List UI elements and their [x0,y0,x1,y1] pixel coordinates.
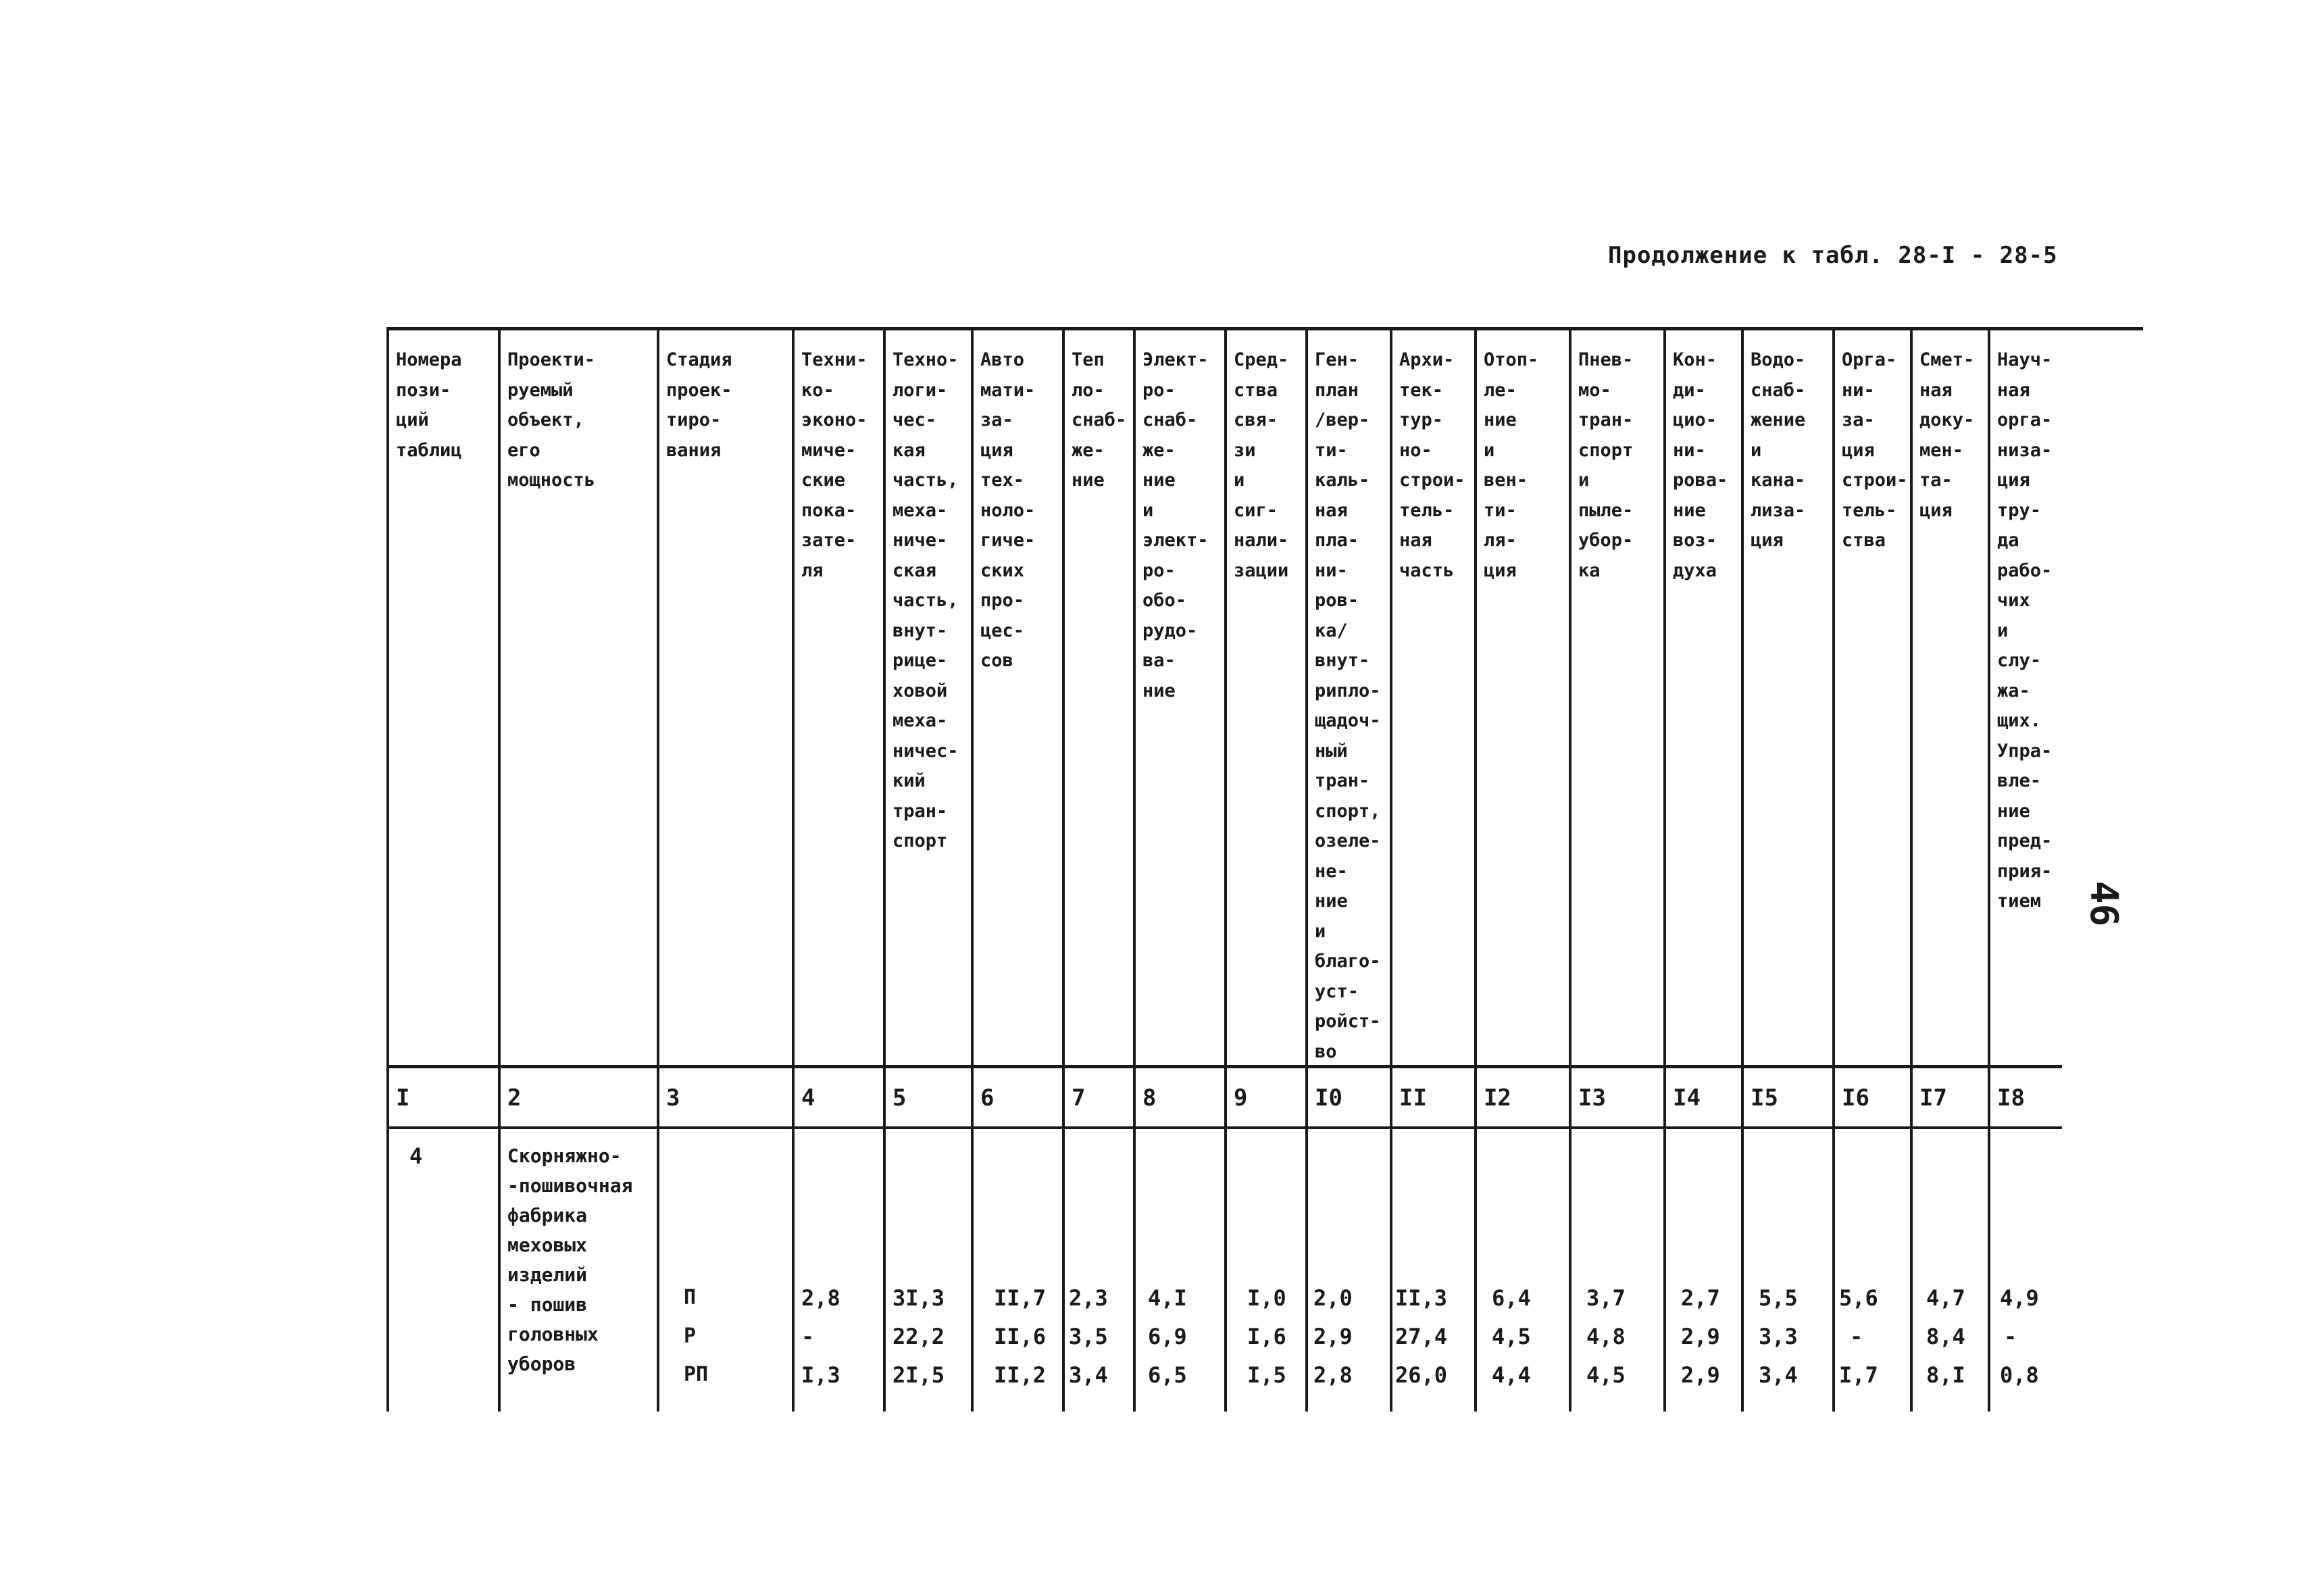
value: - [801,1324,815,1349]
value: - [2004,1324,2017,1349]
value-cell [1988,1129,2062,1412]
header-cell: Авто мати- за- ция тех- ноло- гиче- ских про- цес- сов [971,330,1062,1068]
column-number: I4 [1663,1068,1741,1129]
header-cell: Отоп- ле- ние и вен- ти- ля- ция [1474,330,1569,1068]
value-cell [792,1129,883,1412]
header-cell: Пнев- мо- тран- спорт и пыле- убор- ка [1569,330,1663,1068]
object-cell: Скорняжно- -пошивочная фабрика меховых изделий - пошив головных уборов [498,1129,657,1412]
page-number: 46 [2082,880,2126,927]
value-cell [1910,1129,1988,1412]
data-table [386,327,2143,1412]
column-number: 8 [1133,1068,1224,1129]
value: I,6 [1247,1324,1286,1349]
value: 4,9 [2000,1285,2039,1311]
value: I,7 [1839,1362,1878,1388]
header-cell: Смет- ная доку- мен- та- ция [1910,330,1988,1068]
value-cell [1741,1129,1832,1412]
value-cell [1062,1129,1133,1412]
stage-label: РП [684,1363,709,1387]
header-cell: Архи- тек- тур- но- строи- тель- ная часть [1390,330,1474,1068]
value: 4,8 [1586,1324,1626,1349]
value: 2,8 [801,1285,840,1311]
column-number: I2 [1474,1068,1569,1129]
value-cell [971,1129,1062,1412]
value: 5,6 [1839,1285,1878,1311]
value: 3,5 [1069,1324,1108,1349]
value: 6,9 [1148,1324,1187,1349]
header-cell: Сред- ства свя- зи и сиг- нали- зации [1224,330,1305,1068]
value-cell [1832,1129,1910,1412]
value: II,7 [994,1285,1047,1311]
value-cell [1474,1129,1569,1412]
position-cell: 4 [386,1129,498,1412]
stage-cell [657,1129,792,1412]
table-caption: Продолжение к табл. 28-I - 28-5 [1608,242,2058,269]
value: 2,9 [1681,1362,1720,1388]
value: 3,7 [1586,1285,1626,1311]
column-number: 9 [1224,1068,1305,1129]
header-cell: Стадия проек- тиро- вания [657,330,792,1068]
value: 8,I [1926,1362,1965,1388]
value: 2,7 [1681,1285,1720,1311]
column-number: I5 [1741,1068,1832,1129]
value-cell [1569,1129,1663,1412]
header-cell: Теп ло- снаб- же- ние [1062,330,1133,1068]
value: 3,4 [1069,1362,1108,1388]
value: I,3 [801,1362,840,1388]
value: 3,3 [1759,1324,1798,1349]
value: 2,3 [1069,1285,1108,1311]
header-cell: Водо- снаб- жение и кана- лиза- ция [1741,330,1832,1068]
value: 8,4 [1926,1324,1965,1349]
value: 4,I [1148,1285,1187,1311]
column-number: 7 [1062,1068,1133,1129]
value: 6,5 [1148,1362,1187,1388]
column-number: 2 [498,1068,657,1129]
value: 4,5 [1586,1362,1626,1388]
header-cell: Техни- ко- эконо- миче- ские пока- зате- ля [792,330,883,1068]
value-cell [883,1129,971,1412]
value-cell [1390,1129,1474,1412]
column-number: I [386,1068,498,1129]
value: 2,9 [1681,1324,1720,1349]
stage-label: Р [684,1324,697,1348]
value: 26,0 [1395,1362,1448,1388]
value: 6,4 [1492,1285,1531,1311]
value-cell [1663,1129,1741,1412]
value: I,0 [1247,1285,1286,1311]
value: - [1850,1324,1863,1349]
column-number: I0 [1305,1068,1390,1129]
header-cell: Элект- ро- снаб- же- ние и элект- ро- обо- рудо- ва- ние [1133,330,1224,1068]
stage-label: П [684,1286,697,1310]
column-number: I3 [1569,1068,1663,1129]
header-cell: Орга- ни- за- ция строи- тель- ства [1832,330,1910,1068]
column-number: I7 [1910,1068,1988,1129]
column-number: I6 [1832,1068,1910,1129]
value: 2,0 [1313,1285,1353,1311]
header-cell: Проекти- руемый объект, его мощность [498,330,657,1068]
value: 0,8 [2000,1362,2039,1388]
value: II,3 [1395,1285,1448,1311]
value: 2,8 [1313,1362,1353,1388]
header-cell: Кон- ди- цио- ни- рова- ние воз- духа [1663,330,1741,1068]
column-number: 5 [883,1068,971,1129]
column-number: I8 [1988,1068,2062,1129]
column-number: 3 [657,1068,792,1129]
value: 4,4 [1492,1362,1531,1388]
value-cell [1224,1129,1305,1412]
value: 3I,3 [892,1285,945,1311]
column-number: 6 [971,1068,1062,1129]
value: 4,7 [1926,1285,1965,1311]
value: II,2 [994,1362,1047,1388]
value: 2I,5 [892,1362,945,1388]
header-cell: Науч- ная орга- низа- ция тру- да рабо- чих и слу- жа- щих. Упра- вле- ние пред- прия- тием [1988,330,2062,1068]
column-number: II [1390,1068,1474,1129]
value-cell [1305,1129,1390,1412]
header-cell: Ген- план /вер- ти- каль- ная пла- ни- ров- ка/ внут- рипло- щадоч- ный тран- спорт, озеле- не- ние и благо- уст- ройст- во [1305,330,1390,1068]
value-cell [1133,1129,1224,1412]
value: 3,4 [1759,1362,1798,1388]
column-number: 4 [792,1068,883,1129]
value: 22,2 [892,1324,945,1349]
value: 5,5 [1759,1285,1798,1311]
value: 2,9 [1313,1324,1353,1349]
value: 27,4 [1395,1324,1448,1349]
header-cell: Техно- логи- чес- кая часть, меха- ниче- ская часть, внут- рице- ховой меха- ничес- кий тран- спорт [883,330,971,1068]
value: II,6 [994,1324,1047,1349]
value: 4,5 [1492,1324,1531,1349]
header-cell: Номера пози- ций таблиц [386,330,498,1068]
value: I,5 [1247,1362,1286,1388]
